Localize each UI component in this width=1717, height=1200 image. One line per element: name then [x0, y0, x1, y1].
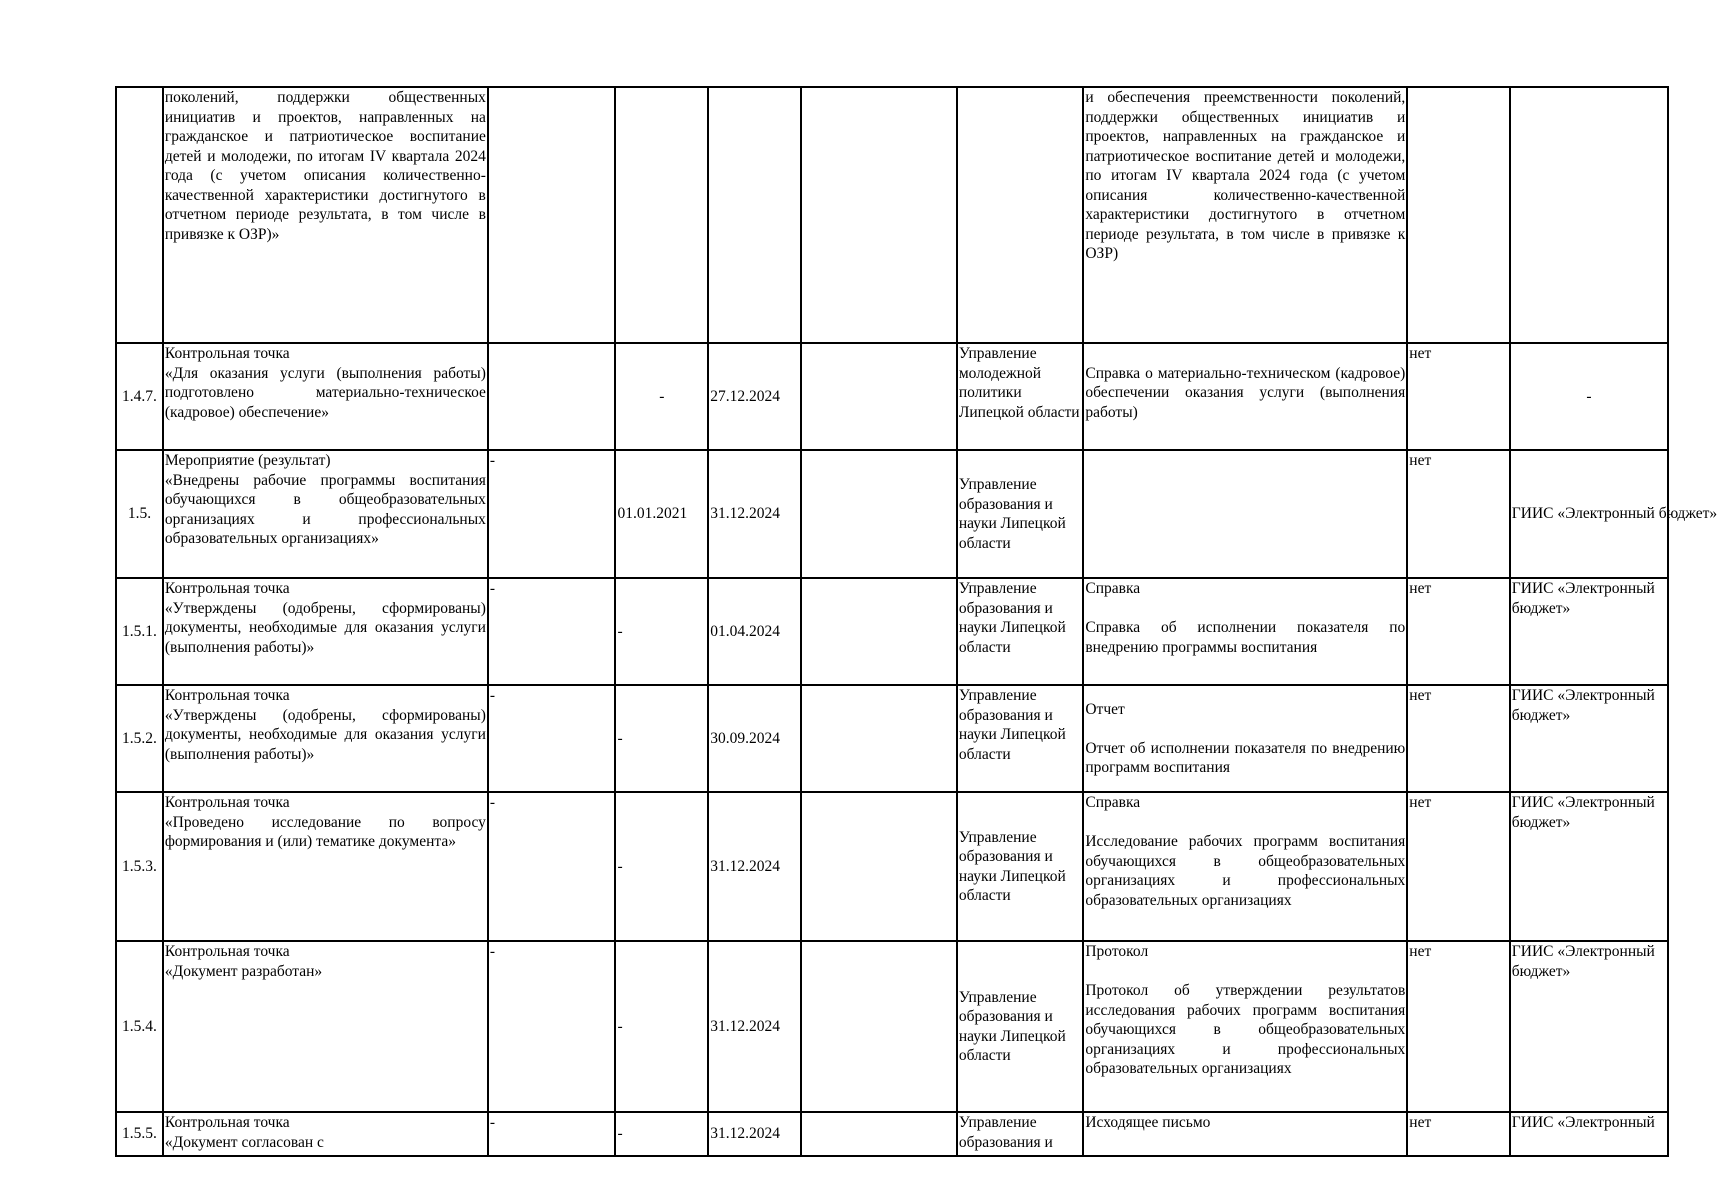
row-document	[1083, 578, 1407, 685]
row-start-date: -	[615, 578, 708, 685]
row-mark: -	[488, 685, 616, 792]
row-system: ГИИС «Электронный бюджет»	[1510, 578, 1668, 685]
row-start-date: -	[615, 941, 708, 1112]
row-system	[1510, 87, 1668, 343]
row-end-date: 31.12.2024	[708, 792, 801, 941]
row-document-title: Протокол	[1085, 943, 1149, 960]
row-document-spacer	[1085, 962, 1405, 982]
row-number: 1.4.7.	[116, 343, 163, 450]
row-start-date: -	[615, 343, 708, 450]
row-empty-cell	[801, 685, 957, 792]
row-name-type: Мероприятие (результат)	[164, 452, 331, 469]
table-row	[116, 87, 1668, 343]
row-system: ГИИС «Электронный бюджет»	[1510, 450, 1668, 578]
document-table	[115, 86, 1717, 1157]
row-name-type: Контрольная точка	[164, 687, 290, 704]
table-row	[116, 792, 1668, 941]
row-system: ГИИС «Электронный бюджет»	[1510, 792, 1668, 941]
row-empty-cell	[801, 792, 957, 941]
row-level: нет	[1407, 941, 1510, 1112]
row-end-date: 31.12.2024	[708, 1112, 801, 1156]
row-mark: -	[488, 1112, 616, 1156]
row-document	[1083, 792, 1407, 941]
row-name-text: «Утверждены (одобрены, сформированы) документы, необходимые для оказания услуги (выполнения работы)»	[164, 599, 486, 656]
table-row	[116, 578, 1668, 685]
row-level: нет	[1407, 792, 1510, 941]
row-mark: -	[488, 792, 616, 941]
row-document	[1083, 1112, 1407, 1156]
row-document-spacer	[1085, 599, 1405, 619]
row-empty-cell	[801, 1112, 957, 1156]
row-empty-cell	[801, 450, 957, 578]
row-document-spacer	[1085, 813, 1405, 833]
row-empty-cell	[801, 87, 957, 343]
row-mark: -	[488, 941, 616, 1112]
row-empty-cell	[801, 941, 957, 1112]
row-level: нет	[1407, 578, 1510, 685]
row-name	[163, 941, 488, 1112]
row-start-date: -	[615, 685, 708, 792]
row-document-title: Справка	[1085, 794, 1141, 811]
row-empty-cell	[801, 343, 957, 450]
row-document-title: Исходящее письмо	[1085, 1114, 1211, 1131]
row-level	[1407, 87, 1510, 343]
row-name-type: Контрольная точка	[164, 943, 290, 960]
table-row	[116, 1112, 1668, 1156]
row-responsible: Управление образования и	[957, 1112, 1084, 1156]
row-responsible: Управление образования и науки Липецкой области	[957, 941, 1084, 1112]
row-start-date: -	[615, 792, 708, 941]
row-document-title: Справка	[1085, 580, 1141, 597]
row-document-body: Исследование рабочих программ воспитания обучающихся в общеобразовательных организациях и профессиональных образовательных организациях	[1085, 833, 1406, 909]
row-end-date: 31.12.2024	[708, 450, 801, 578]
row-end-date	[708, 87, 801, 343]
row-end-date: 27.12.2024	[708, 343, 801, 450]
row-responsible: Управление образования и науки Липецкой области	[957, 450, 1084, 578]
row-name-text: «Утверждены (одобрены, сформированы) документы, необходимые для оказания услуги (выполнения работы)»	[164, 706, 486, 763]
row-number: 1.5.3.	[116, 792, 163, 941]
row-number: 1.5.	[116, 450, 163, 578]
row-document-body: Протокол об утверждении результатов исследования рабочих программ воспитания обучающихся в общеобразовательных организациях и профессиональных образовательных организациях	[1085, 982, 1406, 1077]
row-number: 1.5.4.	[116, 941, 163, 1112]
row-document-title: Отчет	[1085, 700, 1125, 718]
row-document-title	[1085, 344, 1405, 364]
table-row	[116, 450, 1668, 578]
row-document-body: и обеспечения преемственности поколений, поддержки общественных инициатив и проектов, направленных на гражданское и патриотическое воспитание детей и молодежи, по итогам IV квартала 2024 года (с учетом описания количественно-качественной характеристики достигнутого в отчетном периоде результата, в том числе в привязке к ОЗР)	[1085, 89, 1406, 262]
row-name-type: Контрольная точка	[164, 580, 290, 597]
row-mark: -	[488, 578, 616, 685]
row-name	[163, 792, 488, 941]
row-responsible: Управление молодежной политики Липецкой области	[957, 343, 1084, 450]
row-name-text: «Документ согласован с	[164, 1133, 324, 1151]
row-name	[163, 578, 488, 685]
row-document-body: Справка об исполнении показателя по внедрению программы воспитания	[1085, 619, 1406, 656]
row-level: нет	[1407, 450, 1510, 578]
row-empty-cell	[801, 578, 957, 685]
row-number: 1.5.1.	[116, 578, 163, 685]
row-number: 1.5.2.	[116, 685, 163, 792]
row-name	[163, 343, 488, 450]
row-system: ГИИС «Электронный	[1510, 1112, 1668, 1156]
row-responsible	[957, 87, 1084, 343]
row-name-text: «Проведено исследование по вопросу формирования и (или) тематике документа»	[164, 813, 486, 850]
row-document	[1083, 685, 1407, 792]
row-name-text: «Внедрены рабочие программы воспитания обучающихся в общеобразовательных организациях и профессиональных образовательных организациях»	[164, 471, 486, 547]
row-end-date: 30.09.2024	[708, 685, 801, 792]
row-name	[163, 1112, 488, 1156]
table-row	[116, 685, 1668, 792]
row-name	[163, 685, 488, 792]
row-name	[163, 450, 488, 578]
row-name	[163, 87, 488, 343]
row-responsible: Управление образования и науки Липецкой области	[957, 685, 1084, 792]
table-row	[116, 941, 1668, 1112]
row-end-date: 31.12.2024	[708, 941, 801, 1112]
row-number: 1.5.5.	[116, 1112, 163, 1156]
row-document-spacer	[1085, 719, 1405, 739]
row-number	[116, 87, 163, 343]
row-name-type: Контрольная точка	[164, 1114, 290, 1131]
row-document	[1083, 87, 1407, 343]
row-level: нет	[1407, 685, 1510, 792]
row-document-body: Отчет об исполнении показателя по внедрению программ воспитания	[1085, 739, 1406, 776]
row-name-text: «Документ разработан»	[164, 962, 323, 980]
row-name-text: «Для оказания услуги (выполнения работы) подготовлено материально-техническое (кадровое) обеспечение»	[164, 364, 486, 421]
row-level: нет	[1407, 343, 1510, 450]
row-document	[1083, 941, 1407, 1112]
row-start-date	[615, 87, 708, 343]
row-document	[1083, 343, 1407, 450]
row-name-type: Контрольная точка	[164, 794, 290, 811]
table-row	[116, 343, 1668, 450]
row-system: ГИИС «Электронный бюджет»	[1510, 941, 1668, 1112]
row-document	[1083, 450, 1407, 578]
row-name-type: Контрольная точка	[164, 345, 290, 362]
row-responsible: Управление образования и науки Липецкой области	[957, 578, 1084, 685]
row-mark: -	[488, 450, 616, 578]
row-system: ГИИС «Электронный бюджет»	[1510, 685, 1668, 792]
row-end-date: 01.04.2024	[708, 578, 801, 685]
row-name-text: поколений, поддержки общественных инициатив и проектов, направленных на гражданское и патриотическое воспитание детей и молодежи, по итогам IV квартала 2024 года (с учетом описания количественно-качественной характеристики достигнутого в отчетном периоде результата, в том числе в привязке к ОЗР)»	[164, 89, 486, 243]
row-level: нет	[1407, 1112, 1510, 1156]
row-system: -	[1510, 343, 1668, 450]
row-start-date: 01.01.2021	[615, 450, 708, 578]
row-responsible: Управление образования и науки Липецкой области	[957, 792, 1084, 941]
row-mark	[488, 87, 616, 343]
row-document-body: Справка о материально-техническом (кадровое) обеспечении оказания услуги (выполнения работы)	[1085, 364, 1406, 421]
row-mark	[488, 343, 616, 450]
row-start-date: -	[615, 1112, 708, 1156]
